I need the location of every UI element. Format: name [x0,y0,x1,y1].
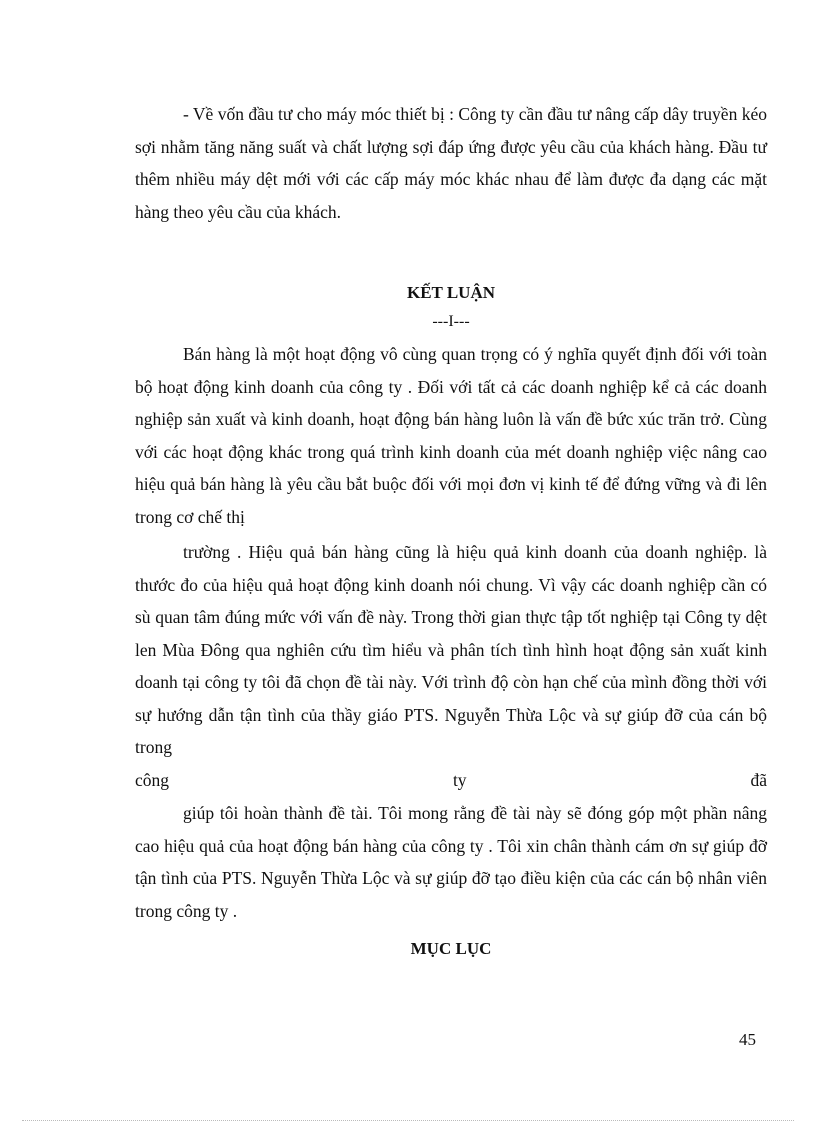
heading-conclusion: KẾT LUẬN [406,283,495,302]
heading-separator: ---I--- [432,313,470,330]
paragraph-investment: - Về vốn đầu tư cho máy móc thiết bị : Công ty cần đầu tư nâng cấp dây truyền kéo sợi nhằm tăng năng suất và chất lượng sợi đáp ứng được yêu cầu của khách hàng. Đầu tư thêm nhiều máy dệt mới với các cấp máy móc khác nhau để làm được đa dạng các mặt hàng theo yêu cầu của khách. [135,104,767,222]
spread-word-3: đã [750,770,767,790]
spread-line [135,764,767,797]
footer-divider [22,1120,794,1121]
heading-table-of-contents: MỤC LỤC [410,939,492,958]
paragraph-conclusion-1: Bán hàng là một hoạt động vô cùng quan trọng có ý nghĩa quyết định đối với toàn bộ hoạt động kinh doanh của công ty . Đối với tất cả các doanh nghiệp kể cả các doanh nghiệp sản xuất và kinh doanh, hoạt động bán hàng luôn là vấn đề bức xúc trăn trở. Cùng với các hoạt động khác trong quá trình kinh doanh của mét doanh nghiệp việc nâng cao hiệu quả bán hàng là yêu cầu bắt buộc đối với mọi đơn vị kinh tế để đứng vững và đi lên trong cơ chế thị [135,344,767,527]
spread-word-2: ty [452,770,467,790]
spread-word-1: công [135,770,170,790]
paragraph-conclusion-3: giúp tôi hoàn thành đề tài. Tôi mong rằng đề tài này sẽ đóng góp một phần nâng cao hiệu quả của hoạt động bán hàng của công ty . Tôi xin chân thành cám ơn sự giúp đỡ tận tình của PTS. Nguyễn Thừa Lộc và sự giúp đỡ tạo điều kiện của các cán bộ nhân viên trong công ty . [135,803,767,921]
paragraph-conclusion-2: trường . Hiệu quả bán hàng cũng là hiệu quả kinh doanh của doanh nghiệp. là thước đo của hiệu quả hoạt động kinh doanh nói chung. Vì vậy các doanh nghiệp cần có sù quan tâm đúng mức với vấn đề này. Trong thời gian thực tập tốt nghiệp tại Công ty dệt len Mùa Đông qua nghiên cứu tìm hiểu và phân tích tình hình hoạt động sản xuất kinh doanh tại công ty tôi đã chọn đề tài này. Với trình độ còn hạn chế của mình đồng thời với sự hướng dẫn tận tình của thầy giáo PTS. Nguyễn Thừa Lộc và sự giúp đỡ của cán bộ trong [135,542,767,757]
page-number: 45 [739,1030,756,1049]
